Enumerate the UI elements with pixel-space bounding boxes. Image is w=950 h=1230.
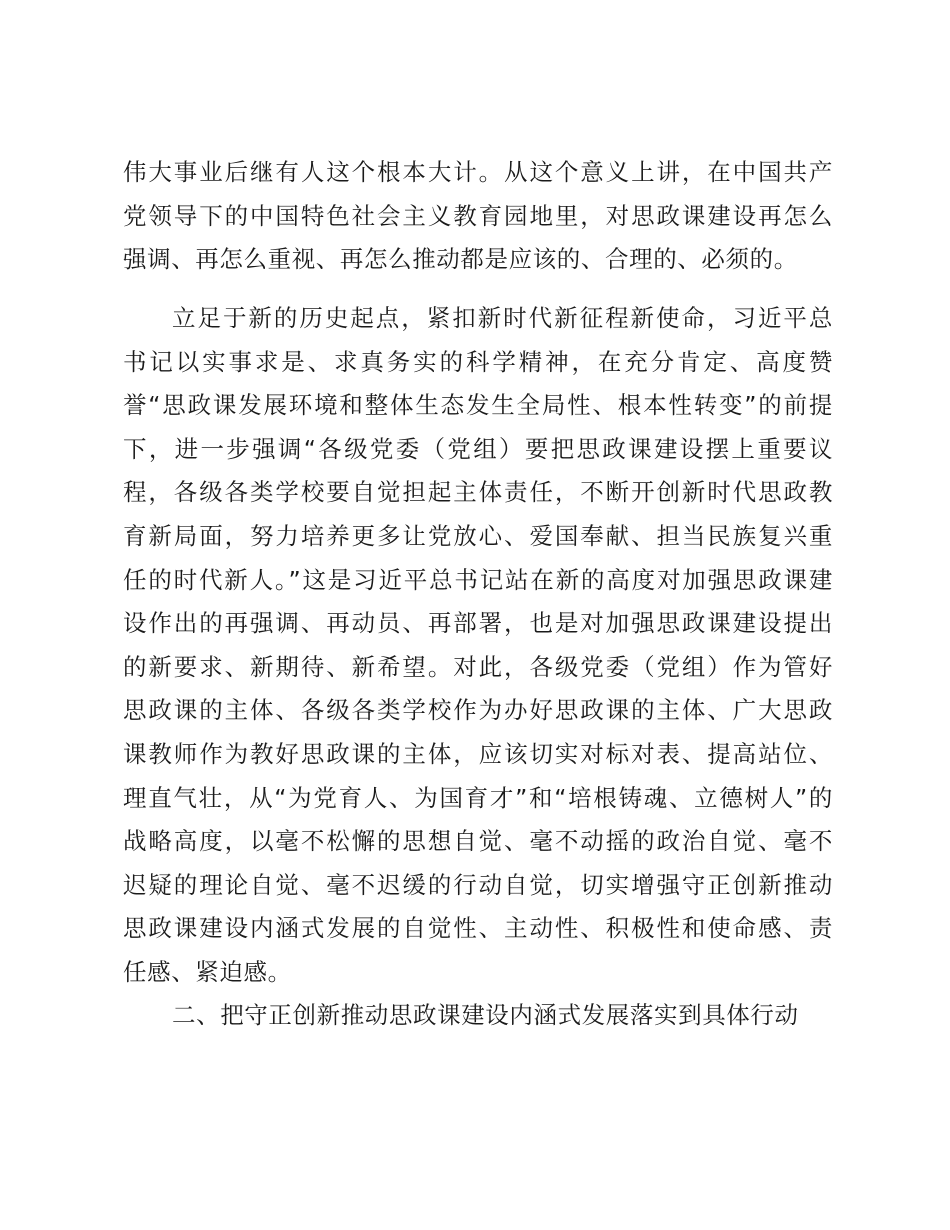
text-line: 伟大事业后继有人这个根本大计。从这个意义上讲，在中国共产 xyxy=(123,158,833,186)
text-line: 任感、紧迫感。 xyxy=(123,957,292,986)
text-line: 的新要求、新期待、新希望。对此，各级党委（党组）作为管好 xyxy=(123,652,833,681)
text-line: 思政课建设内涵式发展的自觉性、主动性、积极性和使命感、责 xyxy=(123,914,833,943)
text-line: 迟疑的理论自觉、毫不迟缓的行动自觉，切实增强守正创新推动 xyxy=(123,870,833,899)
text-line: 立足于新的历史起点，紧扣新时代新征程新使命，习近平总 xyxy=(172,304,833,332)
text-line: 战略高度，以毫不松懈的思想自觉、毫不动摇的政治自觉、毫不 xyxy=(123,827,833,856)
text-line: 下，进一步强调“各级党委（党组）要把思政课建设摆上重要议 xyxy=(123,434,833,463)
paragraph-1 xyxy=(123,151,833,282)
text-line: 书记以实事求是、求真务实的科学精神，在充分肯定、高度赞 xyxy=(123,347,833,376)
text-line: 誉“思政课发展环境和整体生态发生全局性、根本性转变”的前提 xyxy=(123,391,833,420)
text-line: 党领导下的中国特色社会主义教育园地里，对思政课建设再怎么 xyxy=(123,201,833,230)
heading-line: 二、把守正创新推动思政课建设内涵式发展落实到具体行动 xyxy=(172,1001,799,1029)
text-line: 设作出的再强调、再动员、再部署，也是对加强思政课建设提出 xyxy=(123,609,833,638)
text-line: 程，各级各类学校要自觉担起主体责任，不断开创新时代思政教 xyxy=(123,478,833,507)
section-heading xyxy=(123,994,833,1038)
text-line: 理直气壮，从“为党育人、为国育才”和“培根铸魂、立德树人”的 xyxy=(123,783,833,812)
text-line: 任的时代新人。”这是习近平总书记站在新的高度对加强思政课建 xyxy=(123,565,833,594)
paragraph-2 xyxy=(123,297,833,995)
text-line: 育新局面，努力培养更多让党放心、爱国奉献、担当民族复兴重 xyxy=(123,521,833,550)
text-line: 强调、再怎么重视、再怎么推动都是应该的、合理的、必须的。 xyxy=(123,245,798,274)
text-line: 课教师作为教好思政课的主体，应该切实对标对表、提高站位、 xyxy=(123,739,833,768)
text-line: 思政课的主体、各级各类学校作为办好思政课的主体、广大思政 xyxy=(123,696,833,725)
